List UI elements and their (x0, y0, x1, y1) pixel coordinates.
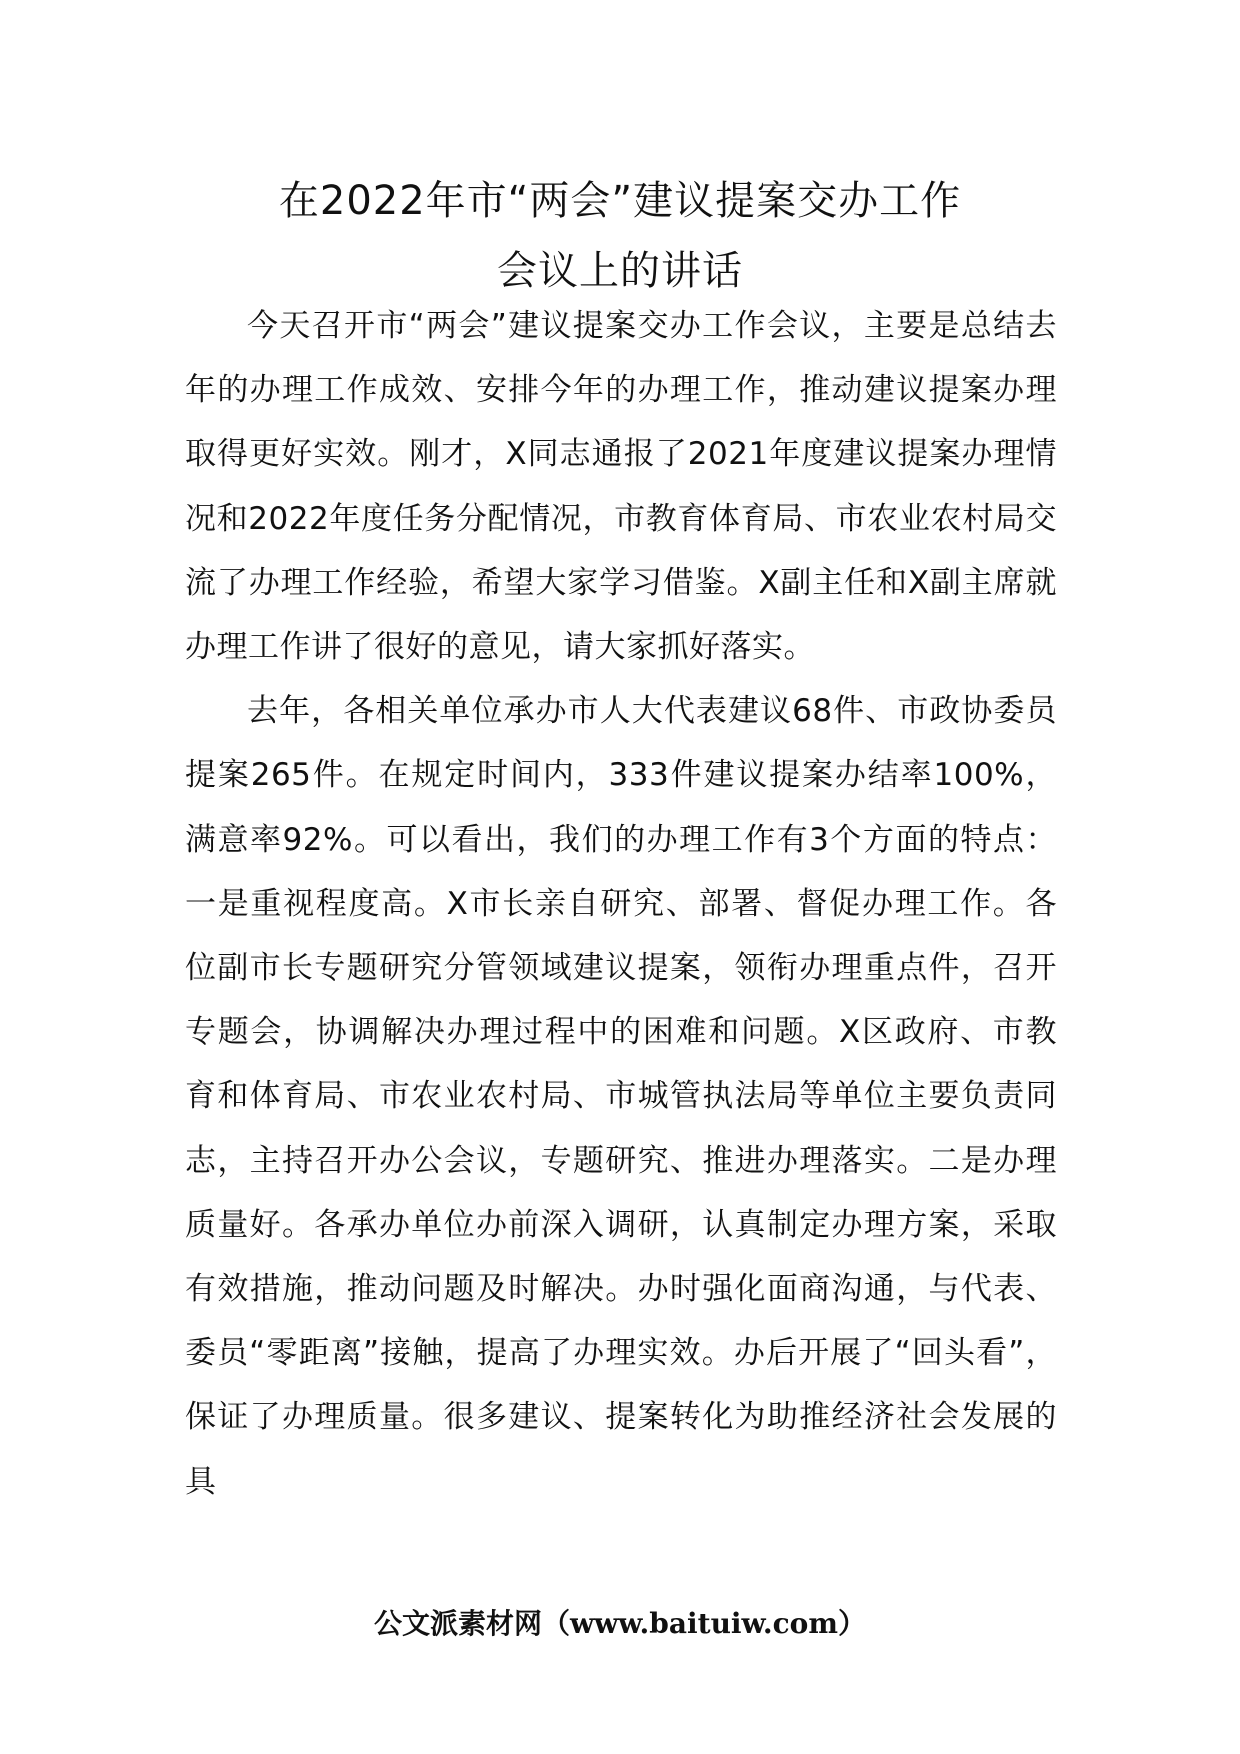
paragraph-1: 今天召开市“两会”建议提案交办工作会议，主要是总结去年的办理工作成效、安排今年的办理工作，推动建议提案办理取得更好实效。刚才，X同志通报了2021年度建议提案办理情况和2022年度任务分配情况，市教育体育局、市农业农村局交流了办理工作经验，希望大家学习借鉴。X副主任和X副主席就办理工作讲了很好的意见，请大家抓好落实。 (185, 308, 1057, 666)
footer-watermark: 公文派素材网（www.baituiw.com） (374, 1607, 866, 1640)
paragraph-2: 去年，各相关单位承办市人大代表建议68件、市政协委员提案265件。在规定时间内，333件建议提案办结率100%，满意率92%。可以看出，我们的办理工作有3个方面的特点：一是重视程度高。X市长亲自研究、部署、督促办理工作。各位副市长专题研究分管领域建议提案，领衔办理重点件，召开专题会，协调解决办理过程中的困难和问题。X区政府、市教育和体育局、市农业农村局、市城管执法局等单位主要负责同志，主持召开办公会议，专题研究、推进办理落实。二是办理质量好。各承办单位办前深入调研，认真制定办理方案，采取有效措施，推动问题及时解决。办时强化面商沟通，与代表、委员“零距离”接触，提高了办理实效。办后开展了“回头看”，保证了办理质量。很多建议、提案转化为助推经济社会发展的具 (185, 693, 1057, 1500)
document-title-line-2: 会议上的讲话 (497, 248, 743, 294)
document-title-line-1: 在2022年市“两会”建议提案交办工作 (278, 178, 962, 224)
document-body (185, 294, 1057, 1514)
